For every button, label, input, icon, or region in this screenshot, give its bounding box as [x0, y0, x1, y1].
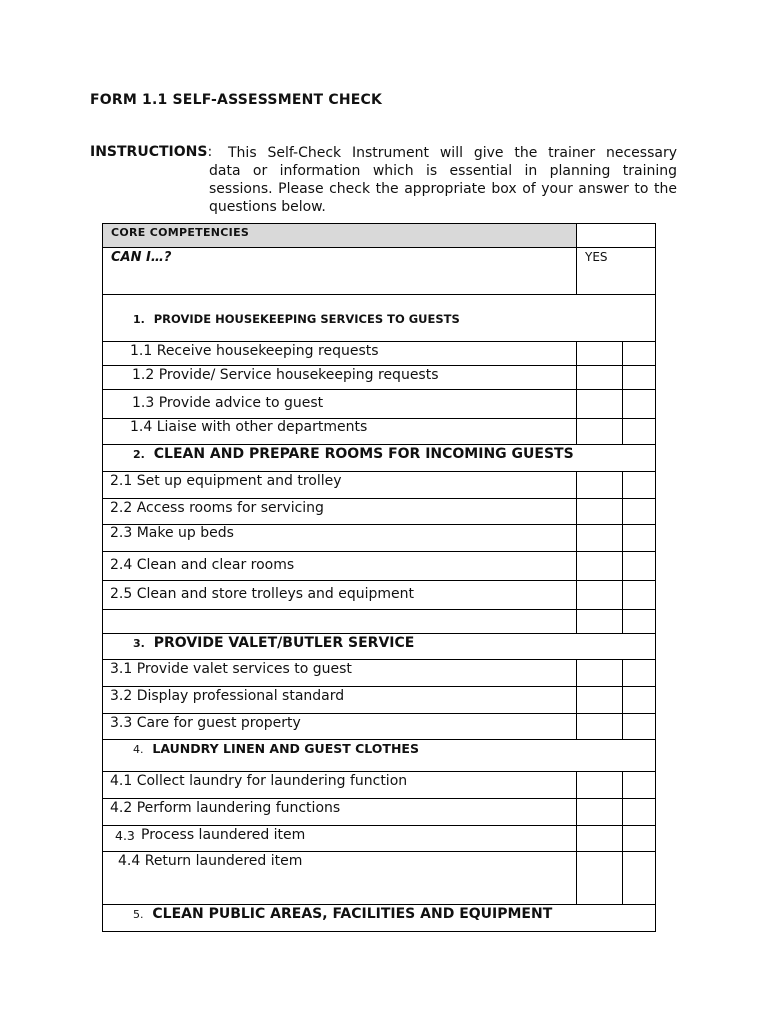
section-4-heading-row [102, 740, 656, 772]
yes-checkbox[interactable] [577, 714, 623, 739]
table-row [102, 419, 656, 445]
no-checkbox[interactable] [623, 852, 656, 904]
section-3-title: 3. PROVIDE VALET/BUTLER SERVICE [133, 635, 415, 651]
item-2-5: 2.5 Clean and store trolleys and equipment [110, 586, 415, 602]
no-checkbox[interactable] [623, 610, 656, 633]
yes-checkbox[interactable] [577, 342, 623, 365]
section-5-heading-row [102, 905, 656, 932]
no-checkbox[interactable] [623, 390, 656, 418]
yes-checkbox[interactable] [577, 581, 623, 609]
item-2-4: 2.4 Clean and clear rooms [110, 557, 295, 573]
section-5-title: 5. CLEAN PUBLIC AREAS, FACILITIES AND EQUIPMENT [133, 906, 553, 922]
form-title: FORM 1.1 SELF-ASSESSMENT CHECK [90, 92, 383, 108]
table-row [102, 581, 656, 610]
table-row [102, 552, 656, 581]
no-checkbox[interactable] [623, 772, 656, 798]
table-row [102, 342, 656, 366]
yes-column-header: YES [585, 250, 608, 264]
no-checkbox[interactable] [623, 799, 656, 825]
table-row [102, 826, 656, 852]
item-4-3-number: 4.3 [115, 828, 135, 843]
no-checkbox[interactable] [623, 552, 656, 580]
item-4-2: 4.2 Perform laundering functions [110, 800, 341, 816]
item-3-3: 3.3 Care for guest property [110, 715, 301, 731]
item-2-3: 2.3 Make up beds [110, 525, 234, 541]
yes-checkbox[interactable] [577, 826, 623, 851]
core-competencies-header: CORE COMPETENCIES [111, 226, 250, 239]
yes-checkbox[interactable] [577, 552, 623, 580]
no-checkbox[interactable] [623, 826, 656, 851]
item-2-2: 2.2 Access rooms for servicing [110, 500, 324, 516]
section-4-title: 4. LAUNDRY LINEN AND GUEST CLOTHES [133, 741, 419, 756]
yes-checkbox[interactable] [577, 472, 623, 498]
section-2-title: 2. CLEAN AND PREPARE ROOMS FOR INCOMING GUESTS [133, 446, 574, 462]
no-checkbox[interactable] [623, 525, 656, 551]
no-checkbox[interactable] [623, 687, 656, 713]
yes-checkbox[interactable] [577, 660, 623, 686]
instructions-line-1: This Self-Check Instrument will give the trainer necessary [228, 145, 677, 161]
self-check-table [102, 223, 656, 932]
yes-checkbox[interactable] [577, 799, 623, 825]
yes-checkbox[interactable] [577, 419, 623, 444]
item-4-1: 4.1 Collect laundry for laundering function [110, 773, 408, 789]
no-checkbox[interactable] [623, 472, 656, 498]
can-i-cell [103, 248, 577, 294]
can-i-row [102, 248, 656, 295]
table-row [102, 499, 656, 525]
no-checkbox[interactable] [623, 499, 656, 524]
table-row [102, 799, 656, 826]
instructions-label: INSTRUCTIONS: [90, 144, 213, 160]
section-1-title: 1. PROVIDE HOUSEKEEPING SERVICES TO GUESTS [133, 312, 460, 326]
table-row [102, 525, 656, 552]
section-1-heading-row [102, 295, 656, 342]
table-row [102, 852, 656, 905]
item-1-2: 1.2 Provide/ Service housekeeping requests [132, 367, 439, 383]
item-2-1: 2.1 Set up equipment and trolley [110, 473, 342, 489]
item-1-3: 1.3 Provide advice to guest [132, 395, 324, 411]
core-competencies-cell [103, 224, 577, 247]
instructions-text: data or information which is essential in planning training sessions. Please check the appropriate box of your answer to the questions below. [209, 163, 677, 215]
table-row [102, 472, 656, 499]
item-3-1: 3.1 Provide valet services to guest [110, 661, 352, 677]
table-row-empty [102, 610, 656, 634]
yes-checkbox[interactable] [577, 366, 623, 389]
yes-checkbox[interactable] [577, 499, 623, 524]
yes-checkbox[interactable] [577, 610, 623, 633]
section-2-heading-row [102, 445, 656, 472]
item-1-4: 1.4 Liaise with other departments [130, 419, 368, 435]
table-row [102, 660, 656, 687]
yes-checkbox[interactable] [577, 525, 623, 551]
section-3-heading-row [102, 634, 656, 660]
no-checkbox[interactable] [623, 660, 656, 686]
no-checkbox[interactable] [623, 342, 656, 365]
core-competencies-row [102, 223, 656, 248]
table-row [102, 714, 656, 740]
table-row [102, 687, 656, 714]
item-3-2: 3.2 Display professional standard [110, 688, 345, 704]
no-checkbox[interactable] [623, 419, 656, 444]
no-checkbox[interactable] [623, 581, 656, 609]
item-1-1: 1.1 Receive housekeeping requests [130, 343, 379, 359]
table-row [102, 772, 656, 799]
item-4-3: Process laundered item [141, 827, 306, 843]
table-row [102, 366, 656, 390]
table-row [102, 390, 656, 419]
no-checkbox[interactable] [623, 714, 656, 739]
yes-checkbox[interactable] [577, 687, 623, 713]
item-4-4: 4.4 Return laundered item [118, 853, 303, 869]
no-checkbox[interactable] [623, 366, 656, 389]
yes-checkbox[interactable] [577, 852, 623, 904]
yes-checkbox[interactable] [577, 390, 623, 418]
can-i-label: CAN I…? [111, 250, 172, 265]
yes-checkbox[interactable] [577, 772, 623, 798]
